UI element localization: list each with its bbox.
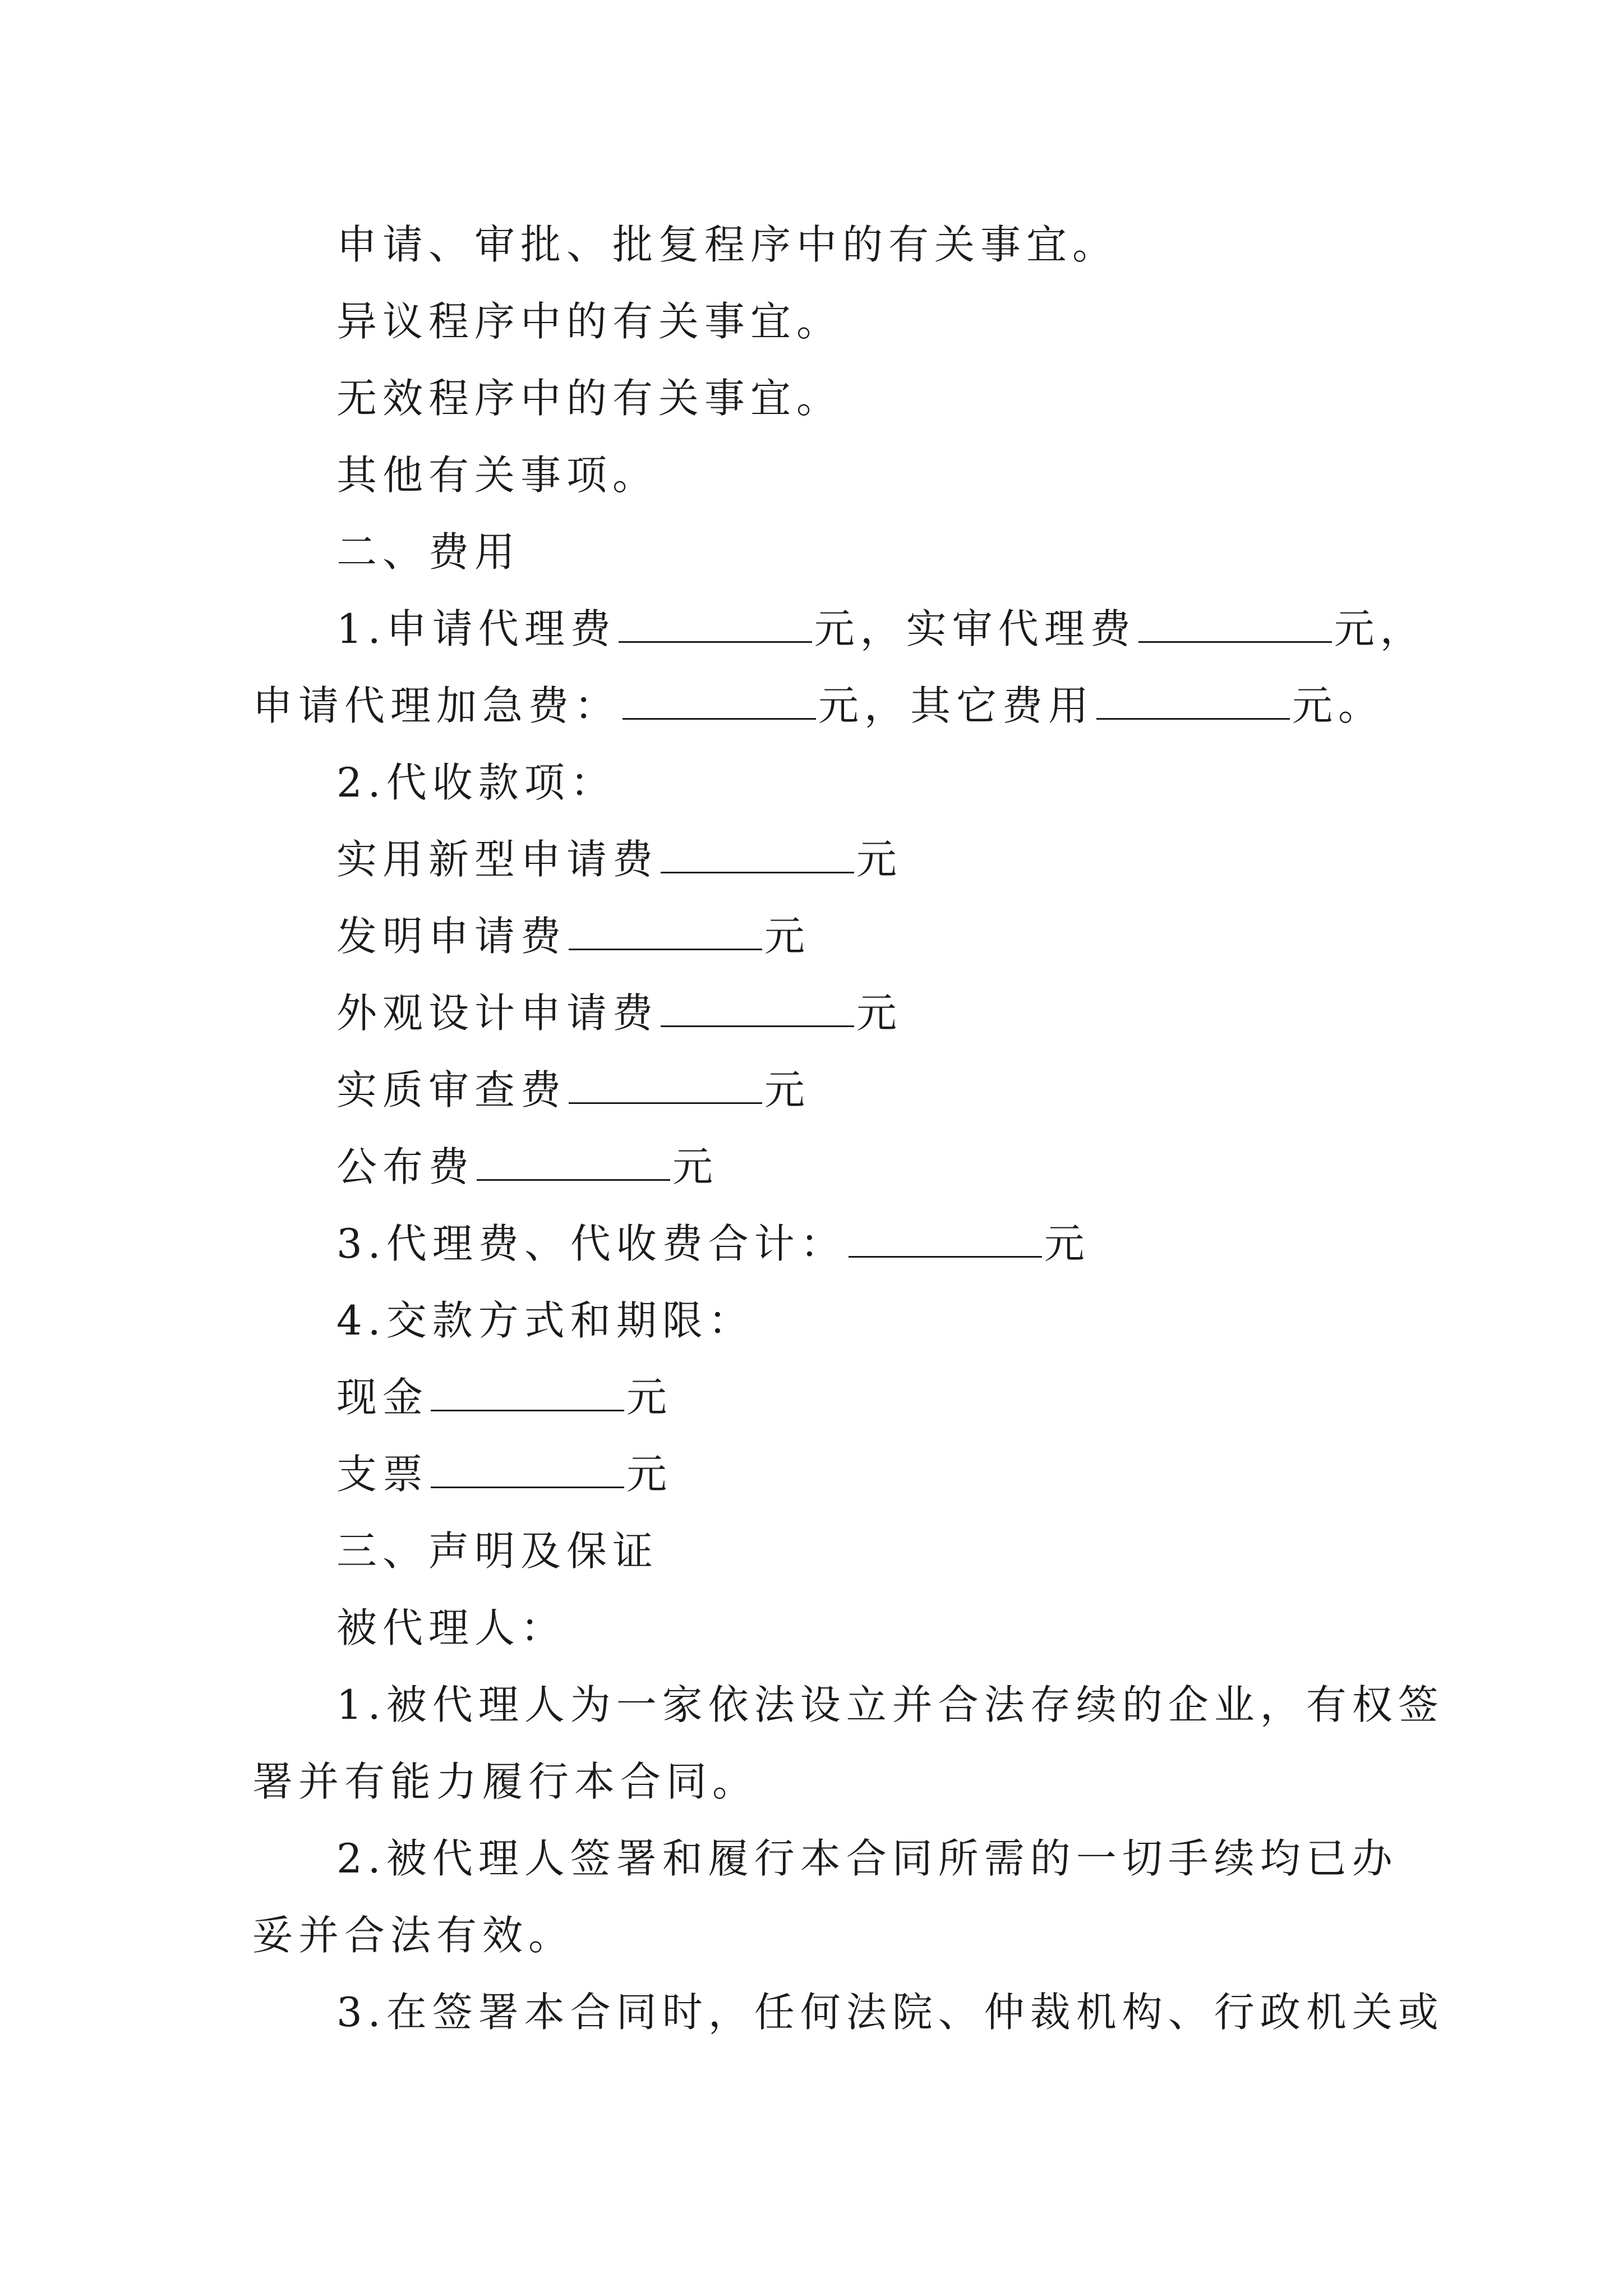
declaration-2-line-2	[252, 1897, 1385, 1974]
fee-label: 2.代收款项：	[336, 759, 616, 806]
paragraph-text: 3.在签署本合同时，任何法院、仲裁机构、行政机关或	[336, 1989, 1444, 2036]
unit-text: 元	[672, 1143, 719, 1190]
paragraph-text: 其他有关事项。	[336, 452, 659, 499]
fee-label: 实质审查费	[336, 1066, 567, 1114]
principal-heading	[252, 1590, 1385, 1667]
declaration-3-line-1	[252, 1974, 1444, 2051]
fee-item-utility-model	[252, 821, 1385, 898]
fill-in-blank[interactable]	[661, 987, 854, 1027]
fee-item-1-line-1	[252, 591, 1426, 668]
paragraph-text: 异议程序中的有关事宜。	[336, 298, 843, 345]
fee-label: 1.申请代理费	[336, 605, 616, 652]
fee-label: 发明申请费	[336, 913, 567, 960]
payment-label: 现金	[336, 1374, 429, 1421]
fee-item-design	[252, 975, 1385, 1052]
unit-text: 元	[764, 913, 811, 960]
fill-in-blank[interactable]	[619, 603, 812, 643]
fee-item-1-line-2	[252, 668, 1385, 744]
fill-in-blank[interactable]	[1096, 680, 1290, 720]
fee-text: 申请代理加急费：	[252, 682, 621, 729]
fill-in-blank[interactable]	[1138, 603, 1332, 643]
paragraph-text: 无效程序中的有关事宜。	[336, 375, 843, 422]
unit-text: 元	[626, 1451, 673, 1498]
fee-label: 外观设计申请费	[336, 990, 659, 1037]
payment-item-cash	[252, 1359, 1385, 1436]
fill-in-blank[interactable]	[661, 834, 854, 873]
fill-in-blank[interactable]	[477, 1141, 670, 1181]
paragraph-text: 1.被代理人为一家依法设立并合法存续的企业，有权签	[336, 1681, 1444, 1728]
section-heading-fees	[252, 514, 1385, 591]
paragraph-text: 妥并合法有效。	[252, 1912, 575, 1959]
heading-text: 被代理人：	[336, 1604, 567, 1651]
fill-in-blank[interactable]	[569, 910, 762, 950]
declaration-1-line-2	[252, 1743, 1385, 1820]
paragraph-application-procedure	[252, 206, 1385, 283]
fee-label: 3.代理费、代收费合计：	[336, 1220, 846, 1267]
paragraph-invalidation-procedure	[252, 360, 1385, 437]
document-body	[252, 206, 1444, 2051]
fee-text: 元，实审代理费	[814, 605, 1136, 652]
fee-item-2-heading	[252, 744, 1385, 821]
fee-label: 实用新型申请费	[336, 836, 659, 883]
payment-label: 支票	[336, 1451, 429, 1498]
unit-text: 元	[764, 1066, 811, 1114]
heading-text: 三、声明及保证	[336, 1527, 659, 1575]
fee-text: 元，	[1334, 605, 1426, 652]
payment-item-check	[252, 1436, 1385, 1513]
fill-in-blank[interactable]	[431, 1448, 624, 1488]
fee-label: 4.交款方式和期限：	[336, 1297, 754, 1344]
unit-text: 元	[856, 836, 903, 883]
unit-text: 元	[1044, 1220, 1090, 1267]
fee-item-invention	[252, 898, 1385, 975]
declaration-2-line-1	[252, 1820, 1398, 1897]
fee-item-publication	[252, 1129, 1385, 1205]
fee-text: 元。	[1292, 682, 1385, 729]
fee-text: 元，其它费用	[818, 682, 1095, 729]
paragraph-text: 署并有能力履行本合同。	[252, 1758, 759, 1805]
fee-item-substantive-exam	[252, 1052, 1385, 1129]
fill-in-blank[interactable]	[431, 1372, 624, 1411]
fee-item-4-heading	[252, 1282, 1385, 1359]
paragraph-objection-procedure	[252, 283, 1385, 360]
unit-text: 元	[626, 1374, 673, 1421]
fill-in-blank[interactable]	[849, 1218, 1042, 1258]
fill-in-blank[interactable]	[623, 680, 816, 720]
unit-text: 元	[856, 990, 903, 1037]
paragraph-other-matters	[252, 437, 1385, 514]
heading-text: 二、费用	[336, 528, 521, 576]
declaration-1-line-1	[252, 1667, 1444, 1743]
section-heading-declarations	[252, 1513, 1385, 1590]
paragraph-text: 2.被代理人签署和履行本合同所需的一切手续均已办	[336, 1835, 1398, 1882]
fee-item-3-total	[252, 1205, 1385, 1282]
fill-in-blank[interactable]	[569, 1064, 762, 1104]
paragraph-text: 申请、审批、批复程序中的有关事宜。	[336, 221, 1119, 268]
fee-label: 公布费	[336, 1143, 475, 1190]
